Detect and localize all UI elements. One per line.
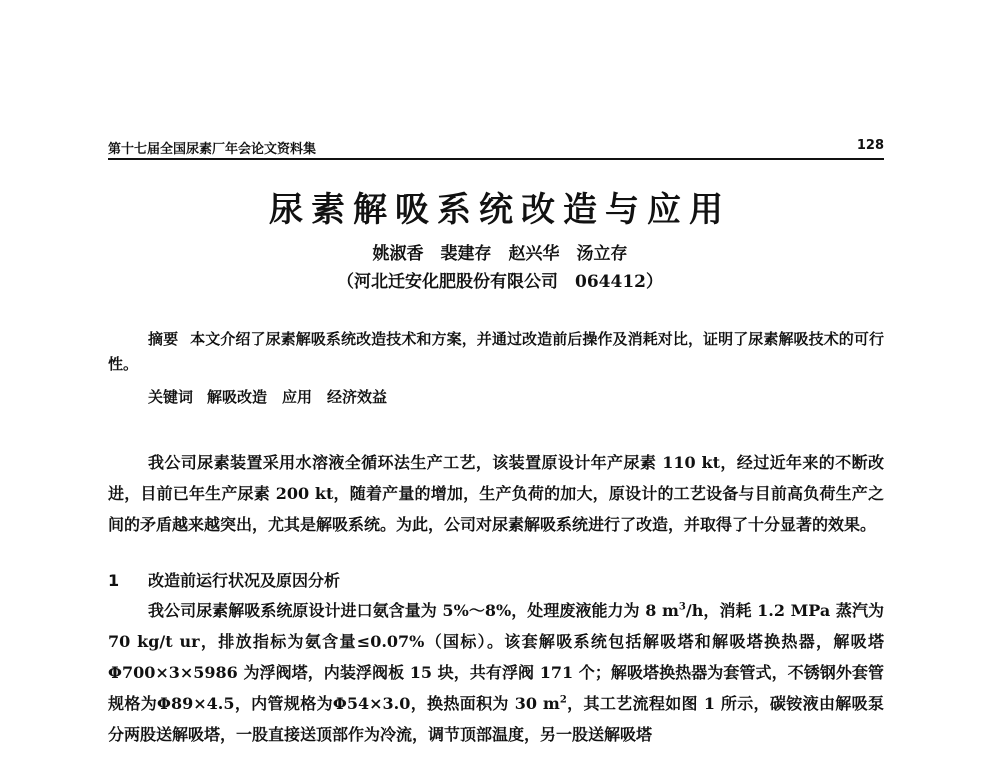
author-list: 姚淑香 裴建存 赵兴华 汤立存 xyxy=(372,244,628,264)
section-number: 1 xyxy=(108,571,120,590)
abstract-text: 本文介绍了尿素解吸系统改造技术和方案，并通过改造前后操作及消耗对比，证明了尿素解吸技术的可行性。 xyxy=(108,330,884,373)
section-title: 改造前运行状况及原因分析 xyxy=(148,571,341,590)
article-title: 尿素解吸系统改造与应用 xyxy=(269,190,731,230)
running-header xyxy=(108,136,884,160)
page-number: 128 xyxy=(856,138,884,153)
section-heading xyxy=(108,569,340,593)
proceedings-title: 第十七届全国尿素厂年会论文资料集 xyxy=(108,142,317,157)
abstract xyxy=(108,327,884,377)
superscript-3: 3 xyxy=(678,601,686,613)
section1-text-part3: ，其工艺流程如图 1 所示，碳铵液由解吸泵分两股送解吸塔，一股直接送顶部作为冷流，调节顶部温度，另一股送解吸塔 xyxy=(108,694,884,744)
section1-text-part1: 我公司尿素解吸系统原设计进口氨含量为 5%～8%，处理废液能力为 8 m xyxy=(148,601,679,620)
intro-paragraph: 我公司尿素装置采用水溶液全循环法生产工艺，该装置原设计年产尿素 110 kt，经过近年来的不断改进，目前已年生产尿素 200 kt，随着产量的增加，生产负荷的加大，原设计的工艺设备与目前高负荷生产之间的矛盾越来越突出，尤其是解吸系统。为此，公司对尿素解吸系统进行了改造，并取得了十分显著的效果。 xyxy=(108,453,884,534)
keywords-label: 关键词 xyxy=(148,388,194,406)
superscript-2: 2 xyxy=(559,694,567,706)
section1-paragraph xyxy=(108,595,884,750)
section1-text-part2: /h，消耗 1.2 MPa 蒸汽为 70 kg/t ur，排放指标为氨含量≤0.07%（国标）。该套解吸系统包括解吸塔和解吸塔换热器，解吸塔Φ700×3×5986 为浮阀塔，内装浮阀板 15 块，共有浮阀 171 个；解吸塔换热器为套管式，不锈钢外套管规格为Φ89×4.5，内管规格为Φ54×3.0，换热面积为 30 m xyxy=(108,601,884,713)
affiliation: （河北迁安化肥股份有限公司 064412） xyxy=(337,272,663,292)
abstract-label: 摘要 xyxy=(148,330,179,348)
keywords-text: 解吸改造 应用 经济效益 xyxy=(207,388,388,406)
keywords xyxy=(148,385,387,410)
